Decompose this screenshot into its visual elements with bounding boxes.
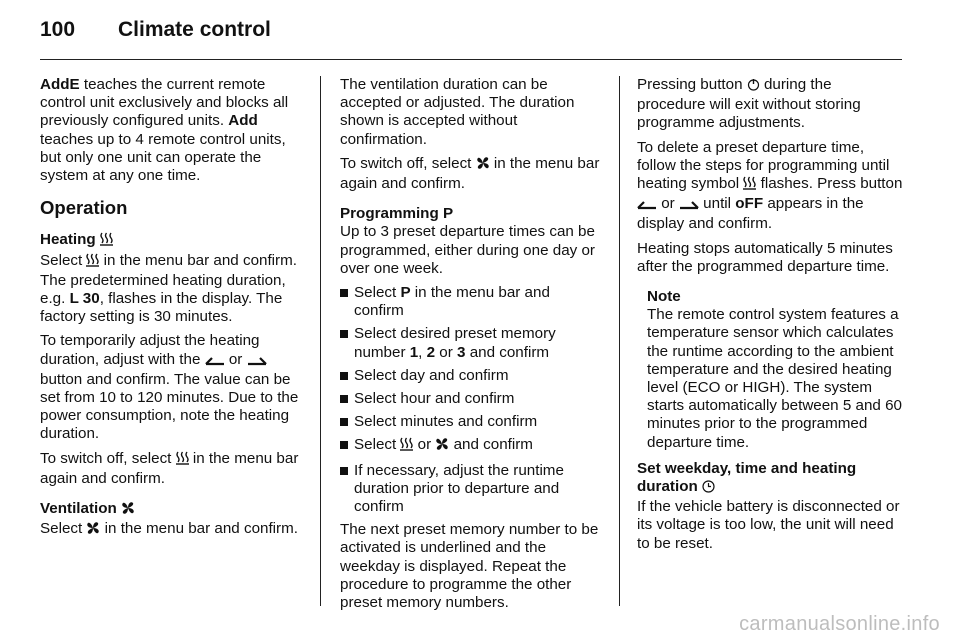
list-item: Select hour and confirm [340, 390, 602, 408]
list-item: Select or and confirm [340, 436, 602, 456]
watermark: carmanualsonline.info [739, 613, 940, 635]
heading-set-weekday: Set weekday, time and heating duration [637, 460, 903, 498]
heating-icon [176, 451, 189, 470]
paragraph-delete-preset: To delete a preset departure time, follow the steps for programming until heating symbol flashes. Press button or until oFF appears in the display and confirm. [637, 138, 903, 233]
heading-programming: Programming P [340, 205, 454, 223]
fan-icon [435, 437, 449, 456]
paragraph-next-preset: The next preset memory number to be activated is underlined and the weekday is displayed. Repeat the procedure to programme the other preset memory numbers. [340, 521, 599, 612]
paragraph-heating-2: To temporarily adjust the heating duration, adjust with the or button and confirm. The value can be set from 10 to 120 minutes. Due to the power consumption, note the heating duration. [40, 332, 299, 443]
heating-icon [100, 232, 113, 251]
heating-icon [743, 176, 756, 195]
bullet-icon [340, 441, 348, 449]
bullet-icon [340, 467, 348, 475]
power-icon [747, 78, 760, 96]
paragraph-switch-off-ventilation: To switch off, select in the menu bar again and confirm. [340, 154, 600, 193]
paragraph-ventilation-duration: The ventilation duration can be accepted or adjusted. The duration shown is accepted without confirmation. [340, 76, 575, 148]
heading-ventilation: Ventilation [40, 500, 302, 520]
header-rule [40, 59, 902, 60]
fan-icon [121, 501, 135, 520]
bullet-icon [340, 372, 348, 380]
paragraph-heating-3: To switch off, select in the menu bar again and confirm. [40, 449, 299, 487]
note-label: Note [647, 288, 681, 306]
clock-icon [702, 480, 715, 498]
page-header [40, 18, 271, 42]
list-item: If necessary, adjust the runtime duration prior to departure and confirm [340, 462, 602, 517]
section-heading-operation: Operation [40, 197, 128, 219]
page-title: Climate control [118, 18, 271, 41]
paragraph-heating-1: Select in the menu bar and confirm. The predetermined heating duration, e.g. L 30, flashes in the display. The factory setting is 30 minutes. [40, 251, 297, 326]
column-3 [637, 76, 903, 559]
bullet-icon [340, 330, 348, 338]
left-arrow-icon [637, 197, 657, 215]
bullet-icon [340, 395, 348, 403]
note-box [647, 288, 903, 452]
paragraph-programming: Up to 3 preset departure times can be programmed, either during one day or over one week. [340, 223, 595, 277]
bullet-icon [340, 289, 348, 297]
page-number: 100 [40, 18, 76, 41]
right-arrow-icon [247, 353, 267, 371]
list-item: Select desired preset memory number 1, 2 or 3 and confirm [340, 325, 602, 361]
heading-heating: Heating [40, 231, 302, 251]
column-2 [340, 76, 602, 618]
paragraph-exit: Pressing button during the procedure will exit without storing programme adjustments. [637, 76, 861, 132]
paragraph-adde: AddE teaches the current remote control unit exclusively and blocks all previously configured units. Add teaches up to 4 remote control units, but only one unit can operate the system at any one time. [40, 76, 289, 185]
fan-icon [476, 156, 490, 175]
programming-steps [340, 284, 602, 516]
paragraph-reset: If the vehicle battery is disconnected or its voltage is too low, the unit will need to be reset. [637, 498, 900, 552]
heating-icon [86, 253, 99, 272]
right-arrow-icon [679, 197, 699, 215]
bullet-icon [340, 418, 348, 426]
column-divider-2 [619, 76, 620, 606]
list-item: Select P in the menu bar and confirm [340, 284, 602, 320]
column-1 [40, 76, 302, 546]
column-divider-1 [320, 76, 321, 606]
fan-icon [86, 521, 100, 540]
left-arrow-icon [205, 353, 225, 371]
paragraph-ventilation: Select in the menu bar and confirm. [40, 520, 302, 540]
heating-icon [400, 437, 413, 456]
paragraph-heating-stops: Heating stops automatically 5 minutes after the programmed departure time. [637, 239, 893, 275]
note-text: The remote control system features a temperature sensor which calculates the runtime according to the ambient temperature and the desired heating level (ECO or HIGH). The system starts automatically between 5 and 60 minutes prior to the programmed departure time. [647, 306, 902, 451]
list-item: Select minutes and confirm [340, 413, 602, 431]
list-item: Select day and confirm [340, 367, 602, 385]
